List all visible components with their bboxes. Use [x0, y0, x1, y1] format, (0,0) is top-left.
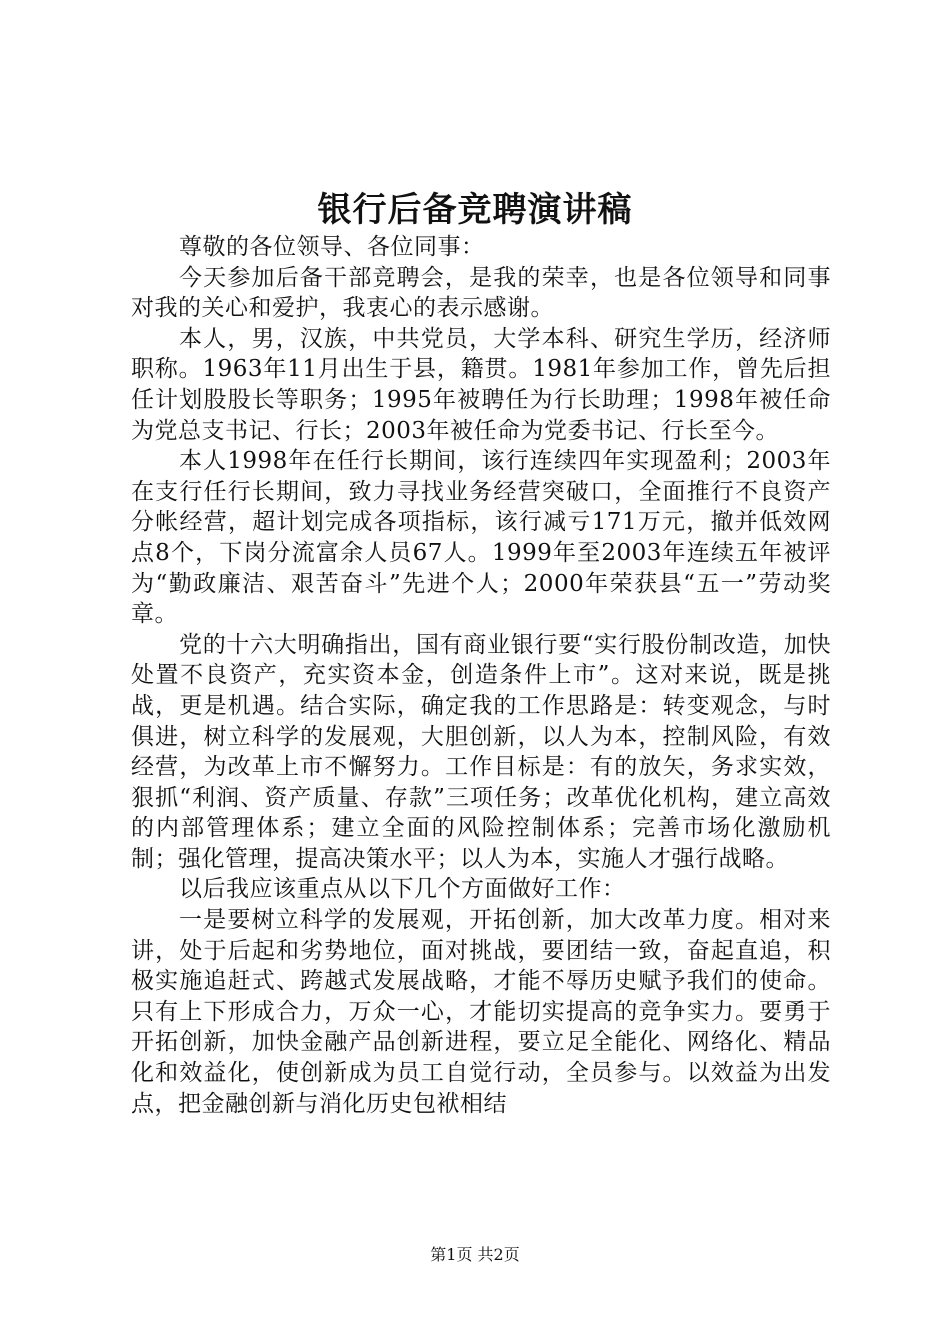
paragraph-work-plan: 党的十六大明确指出，国有商业银行要“实行股份制改造，加快处置不良资产，充实资本金，创造条件上市”。这对来说，既是挑战，更是机遇。结合实际，确定我的工作思路是：转变观念，与时俱进，树立科学的发展观，大胆创新，以人为本，控制风险，有效经营，为改革上市不懈努力。工作目标是：有的放矢，务求实效，狠抓“利润、资产质量、存款”三项任务；改革优化机构，建立高效的内部管理体系；建立全面的风险控制体系；完善市场化激励机制；强化管理，提高决策水平；以人为本，实施人才强行战略。: [131, 631, 831, 872]
page-footer: 第1页 共2页: [430, 1245, 520, 1264]
paragraph-achievements: 本人1998年在任行长期间，该行连续四年实现盈利；2003年在支行任行长期间，致力寻找业务经营突破口，全面推行不良资产分帐经营，超计划完成各项指标，该行减亏171万元，撤并低效网点8个，下岗分流富余人员67人。1999年至2003年连续五年被评为“勤政廉洁、艰苦奋斗”先进个人；2000年荣获县“五一”劳动奖章。: [131, 448, 831, 628]
paragraph-focus-intro: 以后我应该重点从以下几个方面做好工作：: [179, 876, 626, 903]
paragraph-thanks: 今天参加后备干部竞聘会，是我的荣幸，也是各位领导和同事对我的关心和爱护，我衷心的表示感谢。: [131, 264, 831, 322]
paragraph-profile: 本人，男，汉族，中共党员，大学本科、研究生学历，经济师职称。1963年11月出生于县，籍贯。1981年参加工作，曾先后担任计划股股长等职务；1995年被聘任为行长助理；1998年被任命为党总支书记、行长；2003年被任命为党委书记、行长至今。: [131, 325, 831, 444]
paragraph-point-one: 一是要树立科学的发展观，开拓创新，加大改革力度。相对来讲，处于后起和劣势地位，面对挑战，要团结一致，奋起直追，积极实施追赶式、跨越式发展战略，才能不辱历史赋予我们的使命。只有上下形成合力，万众一心，才能切实提高的竞争实力。要勇于开拓创新，加快金融产品创新进程，要立足全能化、网络化、精品化和效益化，使创新成为员工自觉行动，全员参与。以效益为出发点，把金融创新与消化历史包袱相结: [131, 907, 831, 1117]
document-body: [131, 232, 831, 1119]
paragraph-salutation: 尊敬的各位领导、各位同事：: [179, 234, 485, 260]
document-title: 银行后备竞聘演讲稿: [317, 190, 633, 230]
